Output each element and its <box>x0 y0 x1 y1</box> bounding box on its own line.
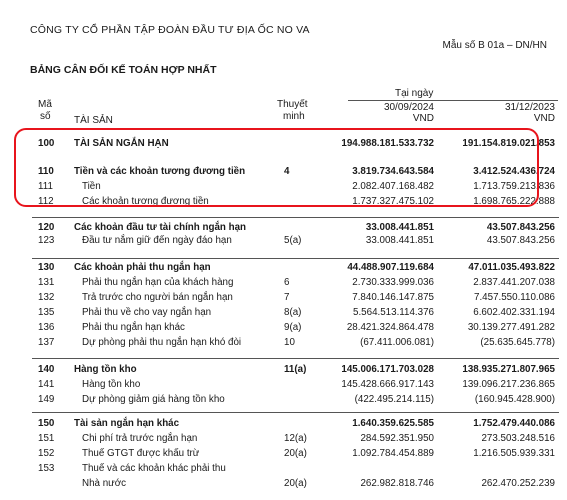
table-row <box>0 277 567 289</box>
row-value-2023: 191.154.819.021.853 <box>462 138 555 149</box>
row-name: Tài sản ngắn hạn khác <box>74 418 180 429</box>
row-value-2024: 7.840.146.147.875 <box>352 292 434 303</box>
row-name: Các khoản phải thu ngắn hạn <box>74 262 211 273</box>
table-row <box>0 433 567 445</box>
header-note-line1: Thuyết <box>277 99 308 110</box>
header-date-1: 30/09/2024 <box>383 102 434 113</box>
row-code: 100 <box>38 138 55 149</box>
table-row <box>0 262 567 274</box>
highlight-box <box>14 128 539 207</box>
row-value-2024: 284.592.351.950 <box>360 433 434 444</box>
row-value-2024: 1.092.784.454.889 <box>352 448 434 459</box>
row-note: 5(a) <box>284 235 302 246</box>
row-value-2024: 2.730.333.999.036 <box>352 277 434 288</box>
header-unit-1: VND <box>412 113 434 124</box>
row-name: Dự phòng phải thu ngắn hạn khó đòi <box>82 337 242 348</box>
row-name: Thuế GTGT được khấu trừ <box>82 448 200 459</box>
row-value-2023: 273.503.248.516 <box>481 433 555 444</box>
row-value-2023: 3.412.524.436.724 <box>473 166 555 177</box>
header-divider <box>348 100 558 101</box>
row-value-2024: 33.008.441.851 <box>365 222 434 233</box>
table-row <box>0 379 567 391</box>
row-name: Tiền <box>82 181 101 192</box>
row-name: Phải thu ngắn hạn khác <box>82 322 185 333</box>
row-code: 153 <box>38 463 55 474</box>
row-code: 130 <box>38 262 55 273</box>
row-note: 9(a) <box>284 322 302 333</box>
row-note: 4 <box>284 166 290 177</box>
table-row <box>0 235 567 247</box>
row-value-2024: 28.421.324.864.478 <box>346 322 434 333</box>
section-divider <box>32 358 559 359</box>
header-unit-2: VND <box>533 113 555 124</box>
row-value-2023: 43.507.843.256 <box>486 235 555 246</box>
header-at-date: Tại ngày <box>395 88 434 99</box>
row-name: TÀI SẢN NGẮN HẠN <box>74 138 169 149</box>
row-code: 112 <box>38 196 54 207</box>
row-value-2024: (67.411.006.081) <box>360 337 434 348</box>
header-asset: TÀI SẢN <box>74 115 113 126</box>
row-code: 131 <box>38 277 55 288</box>
row-code: 141 <box>38 379 55 390</box>
form-number: Mẫu số B 01a – DN/HN <box>442 40 547 51</box>
row-name: Phải thu về cho vay ngắn hạn <box>82 307 212 318</box>
row-value-2023: 1.216.505.939.331 <box>473 448 555 459</box>
row-code: 151 <box>38 433 55 444</box>
row-name: Nhà nước <box>82 478 127 489</box>
row-name: Thuế và các khoản khác phải thu <box>82 463 226 474</box>
row-name: Hàng tồn kho <box>82 379 141 390</box>
header-note-line2: minh <box>283 111 305 122</box>
row-value-2024: 145.428.666.917.143 <box>341 379 434 390</box>
row-name: Các khoản đầu tư tài chính ngắn hạn <box>74 222 247 233</box>
section-divider <box>32 217 559 218</box>
row-value-2023: 2.837.441.207.038 <box>473 277 555 288</box>
row-code: 140 <box>38 364 55 375</box>
row-value-2024: 5.564.513.114.376 <box>353 307 434 318</box>
row-value-2023: 139.096.217.236.865 <box>462 379 555 390</box>
row-note: 7 <box>284 292 290 303</box>
header-code-line1: Mã <box>38 99 52 110</box>
table-row <box>0 222 567 234</box>
table-row <box>0 394 567 406</box>
row-code: 136 <box>38 322 55 333</box>
row-value-2023: 262.470.252.239 <box>481 478 555 489</box>
row-value-2024: 33.008.441.851 <box>365 235 434 246</box>
company-name: CÔNG TY CỔ PHẦN TẬP ĐOÀN ĐẦU TƯ ĐỊA ỐC NO VA <box>30 24 310 36</box>
header-date-2: 31/12/2023 <box>504 102 555 113</box>
row-name: Tiền và các khoản tương đương tiền <box>74 166 246 177</box>
row-value-2024: 194.988.181.533.732 <box>341 138 434 149</box>
row-value-2023: (160.945.428.900) <box>474 394 555 405</box>
row-value-2024: (422.495.214.115) <box>354 394 434 405</box>
row-value-2023: 7.457.550.110.086 <box>474 292 555 303</box>
row-code: 152 <box>38 448 55 459</box>
section-divider <box>32 258 559 259</box>
table-row <box>0 478 567 490</box>
row-name: Đầu tư nắm giữ đến ngày đáo hạn <box>82 235 232 246</box>
row-name: Phải thu ngắn hạn của khách hàng <box>82 277 234 288</box>
row-note: 8(a) <box>284 307 302 318</box>
table-row <box>0 448 567 460</box>
section-divider <box>32 412 559 413</box>
row-value-2023: 1.713.759.213.836 <box>473 181 555 192</box>
row-value-2023: 6.602.402.331.194 <box>473 307 555 318</box>
row-value-2023: 138.935.271.807.965 <box>462 364 555 375</box>
row-code: 137 <box>38 337 55 348</box>
row-name: Chi phí trả trước ngắn hạn <box>82 433 198 444</box>
table-row <box>0 418 567 430</box>
row-value-2024: 262.982.818.746 <box>360 478 434 489</box>
row-note: 20(a) <box>284 448 307 459</box>
row-value-2023: 43.507.843.256 <box>486 222 555 233</box>
row-value-2024: 2.082.407.168.482 <box>352 181 434 192</box>
row-name: Các khoản tương đương tiền <box>82 196 209 207</box>
row-value-2024: 44.488.907.119.684 <box>347 262 434 273</box>
row-value-2023: 30.139.277.491.282 <box>467 322 555 333</box>
row-code: 110 <box>38 166 54 177</box>
row-note: 12(a) <box>284 433 307 444</box>
table-row <box>0 337 567 349</box>
table-row <box>0 307 567 319</box>
row-note: 6 <box>284 277 290 288</box>
row-name: Dự phòng giảm giá hàng tồn kho <box>82 394 225 405</box>
row-value-2023: (25.635.645.778) <box>480 337 555 348</box>
row-value-2023: 1.752.479.440.086 <box>473 418 555 429</box>
row-value-2023: 1.698.765.222.888 <box>473 196 555 207</box>
row-code: 120 <box>38 222 55 233</box>
table-row <box>0 364 567 376</box>
table-row <box>0 322 567 334</box>
row-value-2024: 1.640.359.625.585 <box>352 418 434 429</box>
row-code: 132 <box>38 292 55 303</box>
row-note: 11(a) <box>284 364 307 375</box>
header-code-line2: số <box>40 111 51 122</box>
row-code: 123 <box>38 235 55 246</box>
row-code: 135 <box>38 307 55 318</box>
row-value-2024: 3.819.734.643.584 <box>352 166 434 177</box>
row-code: 111 <box>38 181 53 192</box>
row-code: 150 <box>38 418 55 429</box>
document-title: BẢNG CÂN ĐỐI KẾ TOÁN HỢP NHẤT <box>30 64 217 76</box>
row-value-2023: 47.011.035.493.822 <box>468 262 555 273</box>
row-name: Hàng tồn kho <box>74 364 137 375</box>
row-note: 20(a) <box>284 478 307 489</box>
table-row <box>0 463 567 475</box>
row-note: 10 <box>284 337 295 348</box>
row-name: Trả trước cho người bán ngắn hạn <box>82 292 233 303</box>
table-row <box>0 292 567 304</box>
row-code: 149 <box>38 394 55 405</box>
row-value-2024: 145.006.171.703.028 <box>341 364 434 375</box>
row-value-2024: 1.737.327.475.102 <box>352 196 434 207</box>
